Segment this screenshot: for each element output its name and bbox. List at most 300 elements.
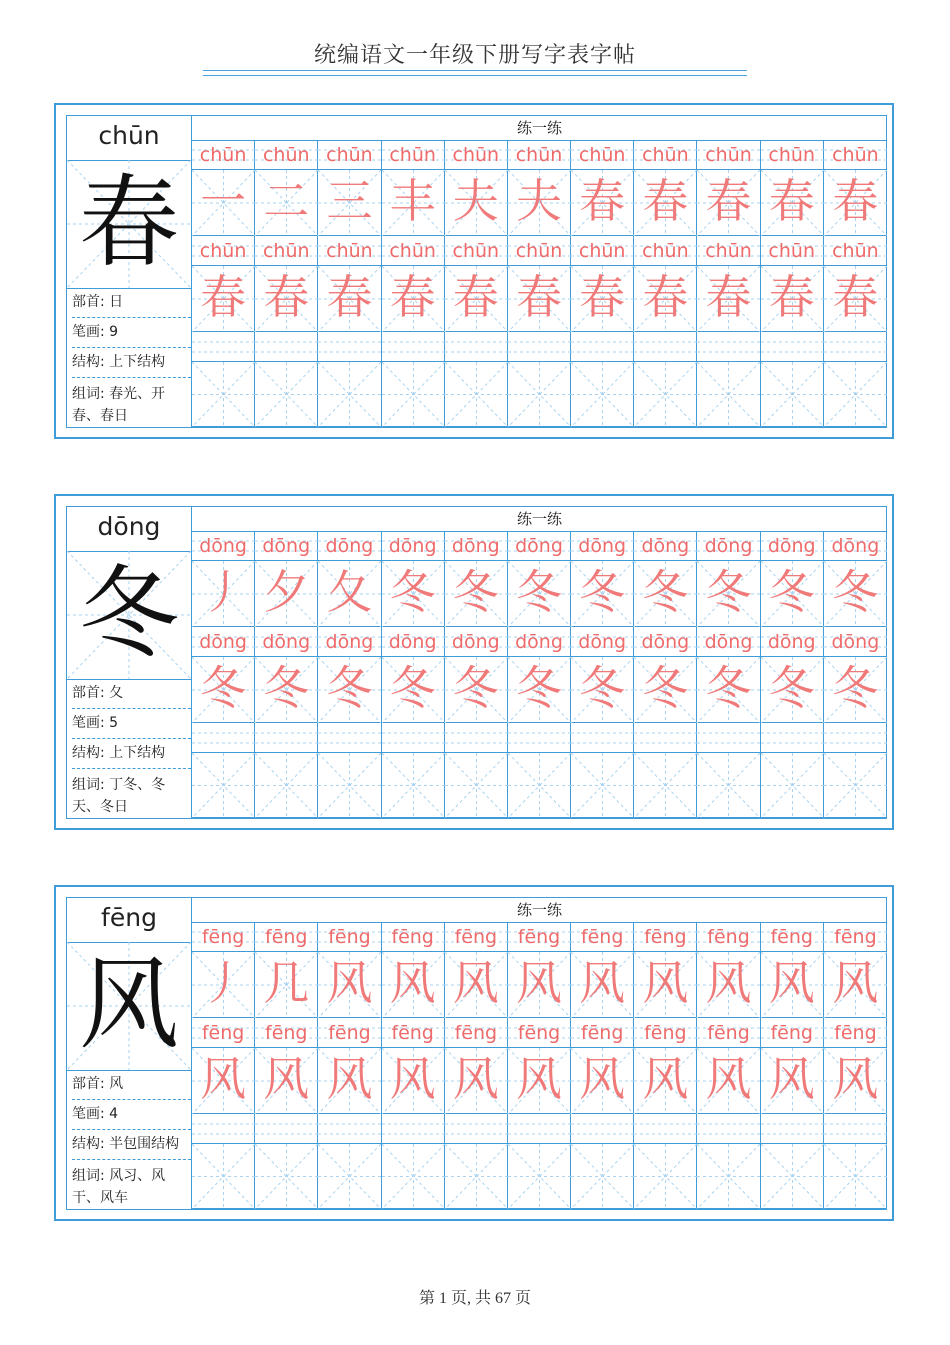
pinyin-cell [318, 922, 381, 952]
pinyin-cell [634, 332, 697, 362]
stroke-count-value: 4 [109, 1106, 119, 1122]
trace-pinyin: fēng [644, 1022, 687, 1044]
pinyin-cell [571, 1114, 634, 1144]
trace-character: 冬 [579, 661, 626, 715]
trace-pinyin: fēng [265, 926, 308, 948]
trace-character: 冬 [326, 661, 373, 715]
words-row [72, 1160, 191, 1209]
writing-cell [634, 753, 697, 818]
pinyin-cell [761, 1018, 824, 1048]
trace-character: 风 [200, 1052, 247, 1106]
trace-pinyin: fēng [201, 1022, 245, 1044]
radical-label: 部首: [72, 685, 105, 701]
trace-character: 夫 [515, 174, 562, 228]
trace-pinyin: chūn [389, 240, 436, 262]
pinyin-cell [824, 627, 887, 657]
structure-value: 半包围结构 [109, 1136, 180, 1152]
pinyin-cell [634, 1114, 697, 1144]
guide-lines [318, 362, 381, 427]
trace-character: 冬 [768, 565, 815, 619]
trace-character: 春 [705, 174, 752, 228]
words-row [72, 378, 191, 427]
trace-character: 冬 [832, 565, 879, 619]
pinyin-cell [382, 922, 445, 952]
trace-character: 冬 [642, 661, 689, 715]
pinyin-cell [318, 723, 381, 753]
pinyin-lines [382, 332, 445, 362]
writing-cell [382, 170, 445, 236]
writing-cell [318, 362, 381, 427]
trace-character: 春 [768, 270, 815, 324]
pinyin-cell [508, 332, 571, 362]
pinyin-cell [382, 1114, 445, 1144]
pinyin-lines [761, 332, 824, 362]
writing-cell [382, 362, 445, 427]
trace-character: 春 [200, 270, 247, 324]
writing-cell [318, 657, 381, 723]
pinyin-lines [824, 1114, 887, 1144]
pinyin-cell [318, 140, 381, 170]
writing-cell [824, 1048, 887, 1114]
trace-character: 春 [515, 270, 562, 324]
trace-pinyin: chūn [199, 144, 247, 166]
trace-pinyin: fēng [391, 1022, 434, 1044]
trace-character: 风 [579, 1052, 626, 1106]
pinyin-lines [445, 723, 508, 753]
trace-pinyin: chūn [705, 240, 752, 262]
radical-row [72, 679, 191, 709]
pinyin-cell [318, 236, 381, 266]
pinyin-cell [571, 140, 634, 170]
trace-pinyin: fēng [580, 926, 624, 948]
character-details [67, 288, 191, 427]
trace-pinyin: fēng [201, 926, 245, 948]
pinyin-cell [571, 236, 634, 266]
writing-cell [192, 266, 255, 332]
trace-character: 风 [452, 956, 499, 1010]
pinyin-lines [571, 1114, 634, 1144]
pinyin-lines [192, 723, 255, 753]
writing-cell [318, 753, 381, 818]
trace-pinyin: chūn [705, 144, 752, 166]
trace-pinyin: fēng [770, 1022, 813, 1044]
pinyin-cell [824, 922, 887, 952]
pinyin-lines [697, 723, 760, 753]
writing-cell [192, 952, 255, 1018]
writing-cell [824, 952, 887, 1018]
pinyin-cell [255, 922, 318, 952]
writing-cell [697, 362, 760, 427]
words-value: 春光、开春、春日 [72, 386, 166, 424]
pinyin-lines [382, 723, 445, 753]
document-title: 统编语文一年级下册写字表字帖 [313, 43, 636, 68]
trace-character: 春 [768, 174, 815, 228]
pinyin-lines [192, 1114, 255, 1144]
writing-cell [382, 657, 445, 723]
pinyin-cell [192, 140, 255, 170]
pinyin-cell [255, 1018, 318, 1048]
words-value: 风习、风干、风车 [72, 1168, 166, 1206]
trace-character: 春 [642, 270, 689, 324]
guide-lines [445, 1144, 508, 1209]
pinyin-cell [761, 236, 824, 266]
guide-lines [697, 753, 760, 818]
pinyin-cell [382, 723, 445, 753]
writing-cell [255, 1048, 318, 1114]
pinyin-cell [571, 723, 634, 753]
writing-cell [761, 170, 824, 236]
pinyin-cell [571, 1018, 634, 1048]
trace-pinyin: dōng [388, 631, 437, 653]
writing-cell [571, 657, 634, 723]
title-rule-top [203, 70, 747, 71]
trace-pinyin: fēng [834, 926, 877, 948]
pinyin-lines [634, 332, 697, 362]
pinyin-cell [318, 1018, 381, 1048]
character-info-panel [67, 898, 192, 1209]
pinyin-cell [192, 1018, 255, 1048]
character-display-box [67, 160, 191, 289]
trace-pinyin: dōng [262, 535, 311, 557]
pinyin-cell [192, 627, 255, 657]
pinyin-lines [382, 1114, 445, 1144]
pinyin-cell [445, 723, 508, 753]
writing-cell [508, 362, 571, 427]
guide-lines [508, 753, 571, 818]
trace-pinyin: dōng [704, 631, 753, 653]
structure-row [72, 348, 191, 378]
trace-character: 春 [452, 270, 499, 324]
pinyin-cell [508, 140, 571, 170]
guide-lines [571, 753, 634, 818]
writing-cell [255, 753, 318, 818]
guide-lines [318, 753, 381, 818]
pinyin-cell [761, 922, 824, 952]
trace-pinyin: fēng [517, 926, 561, 948]
writing-cell [508, 753, 571, 818]
pinyin-lines [318, 723, 381, 753]
trace-pinyin: chūn [452, 240, 500, 262]
trace-pinyin: chūn [642, 144, 689, 166]
stroke-count-row [72, 318, 191, 348]
writing-cell [761, 952, 824, 1018]
writing-cell [761, 753, 824, 818]
trace-character: 冬 [705, 661, 752, 715]
pinyin-cell [761, 723, 824, 753]
trace-character: 风 [263, 1052, 310, 1106]
pinyin-cell [255, 1114, 318, 1144]
writing-cell [255, 362, 318, 427]
trace-pinyin: chūn [515, 240, 563, 262]
trace-pinyin: chūn [452, 144, 500, 166]
pinyin-cell [571, 531, 634, 561]
guide-lines [192, 753, 255, 818]
pinyin-cell [571, 627, 634, 657]
character-info-panel [67, 116, 192, 427]
trace-pinyin: dōng [199, 535, 247, 557]
trace-pinyin: dōng [325, 535, 374, 557]
pinyin-lines [697, 332, 760, 362]
writing-cell [508, 1144, 571, 1209]
trace-pinyin: chūn [326, 240, 373, 262]
card-inner [66, 897, 887, 1210]
pinyin-cell [255, 531, 318, 561]
writing-cell [508, 1048, 571, 1114]
trace-pinyin: dōng [578, 535, 627, 557]
writing-cell [508, 952, 571, 1018]
guide-lines [824, 753, 887, 818]
writing-cell [445, 170, 508, 236]
writing-cell [697, 561, 760, 627]
trace-pinyin: dōng [767, 535, 816, 557]
radical-row [72, 288, 191, 318]
guide-lines [761, 1144, 824, 1209]
pinyin-cell [697, 332, 760, 362]
radical-label: 部首: [72, 294, 105, 310]
pinyin-lines [634, 723, 697, 753]
pinyin-cell [697, 627, 760, 657]
writing-cell [445, 561, 508, 627]
trace-character: 风 [579, 956, 626, 1010]
writing-cell [761, 362, 824, 427]
structure-label: 结构: [72, 354, 105, 370]
trace-character: 春 [326, 270, 373, 324]
pinyin-cell [508, 723, 571, 753]
trace-character: 风 [389, 956, 436, 1010]
writing-cell [382, 1144, 445, 1209]
page-footer: 第 1 页, 共 67 页 [418, 1290, 531, 1307]
trace-pinyin: fēng [328, 926, 371, 948]
pinyin-cell [634, 922, 697, 952]
pinyin-cell [634, 627, 697, 657]
writing-cell [697, 1144, 760, 1209]
trace-character: 夕 [263, 565, 310, 619]
pinyin-cell [445, 531, 508, 561]
pinyin-cell [824, 1018, 887, 1048]
writing-cell [697, 753, 760, 818]
trace-character: 二 [263, 174, 310, 228]
practice-panel [192, 898, 887, 1209]
trace-pinyin: dōng [199, 631, 247, 653]
structure-label: 结构: [72, 745, 105, 761]
trace-character: 风 [326, 956, 373, 1010]
trace-pinyin: dōng [704, 535, 753, 557]
practice-panel [192, 116, 887, 427]
trace-character: 春 [389, 270, 436, 324]
pinyin-cell [255, 140, 318, 170]
trace-pinyin: dōng [388, 535, 437, 557]
trace-character: 春 [642, 174, 689, 228]
writing-cell [382, 266, 445, 332]
pinyin-cell [255, 332, 318, 362]
guide-lines [634, 362, 697, 427]
writing-cell [824, 657, 887, 723]
pinyin-cell [571, 922, 634, 952]
trace-pinyin: chūn [199, 240, 247, 262]
writing-cell [255, 952, 318, 1018]
guide-lines [255, 753, 318, 818]
character-info-panel [67, 507, 192, 818]
pinyin-cell [824, 723, 887, 753]
pinyin-cell [634, 140, 697, 170]
writing-cell [761, 1048, 824, 1114]
writing-cell [634, 1048, 697, 1114]
pinyin-lines [761, 1114, 824, 1144]
character-pinyin: dōng [67, 507, 191, 552]
trace-character: 三 [326, 174, 373, 228]
pinyin-cell [634, 1018, 697, 1048]
writing-cell [445, 753, 508, 818]
writing-cell [508, 170, 571, 236]
pinyin-cell [697, 1018, 760, 1048]
character-display-box [67, 551, 191, 680]
guide-lines [192, 1144, 255, 1209]
pinyin-cell [382, 332, 445, 362]
pinyin-cell [255, 723, 318, 753]
trace-character: 春 [705, 270, 752, 324]
guide-lines [761, 362, 824, 427]
trace-pinyin: chūn [262, 144, 310, 166]
pinyin-cell [445, 922, 508, 952]
trace-pinyin: fēng [707, 1022, 750, 1044]
trace-character: 冬 [200, 661, 247, 715]
trace-pinyin: dōng [641, 631, 690, 653]
trace-character: 风 [705, 956, 752, 1010]
pinyin-lines [255, 723, 318, 753]
trace-pinyin: chūn [262, 240, 310, 262]
writing-cell [255, 266, 318, 332]
pinyin-cell [508, 236, 571, 266]
guide-lines [382, 753, 445, 818]
stroke-count-label: 笔画: [72, 324, 105, 340]
structure-value: 上下结构 [109, 354, 166, 370]
guide-lines [697, 362, 760, 427]
character-card [54, 494, 894, 830]
trace-pinyin: fēng [454, 1022, 498, 1044]
writing-cell [634, 362, 697, 427]
writing-cell [571, 1048, 634, 1114]
guide-lines [697, 1144, 760, 1209]
pinyin-lines [318, 332, 381, 362]
writing-cell [445, 362, 508, 427]
trace-character: 冬 [452, 565, 499, 619]
writing-cell [697, 657, 760, 723]
trace-character: 春 [832, 174, 879, 228]
trace-pinyin: dōng [451, 631, 500, 653]
trace-pinyin: dōng [325, 631, 374, 653]
trace-pinyin: fēng [517, 1022, 561, 1044]
stroke-count-row [72, 709, 191, 739]
pinyin-cell [445, 332, 508, 362]
writing-cell [382, 753, 445, 818]
trace-pinyin: dōng [451, 535, 500, 557]
model-character: 风 [79, 946, 179, 1063]
trace-character: 风 [389, 1052, 436, 1106]
character-pinyin: fēng [67, 898, 191, 943]
trace-character: 春 [832, 270, 879, 324]
writing-cell [634, 952, 697, 1018]
writing-cell [255, 170, 318, 236]
pinyin-cell [508, 1018, 571, 1048]
writing-cell [445, 952, 508, 1018]
pinyin-cell [318, 627, 381, 657]
trace-character: 春 [579, 174, 626, 228]
trace-pinyin: fēng [454, 926, 498, 948]
writing-cell [571, 170, 634, 236]
character-details [67, 679, 191, 818]
guide-lines [255, 1144, 318, 1209]
pinyin-cell [697, 922, 760, 952]
character-details [67, 1070, 191, 1209]
writing-cell [571, 952, 634, 1018]
character-card [54, 885, 894, 1221]
writing-cell [382, 952, 445, 1018]
writing-cell [508, 657, 571, 723]
pinyin-cell [445, 1114, 508, 1144]
pinyin-cell [761, 627, 824, 657]
pinyin-cell [697, 1114, 760, 1144]
trace-pinyin: chūn [832, 144, 879, 166]
trace-character: 丿 [200, 956, 247, 1010]
radical-label: 部首: [72, 1076, 105, 1092]
pinyin-cell [761, 531, 824, 561]
writing-cell [255, 657, 318, 723]
trace-pinyin: chūn [389, 144, 436, 166]
guide-lines [571, 362, 634, 427]
pinyin-lines [508, 1114, 571, 1144]
writing-cell [697, 170, 760, 236]
words-label: 组词: [72, 386, 105, 402]
guide-lines [445, 753, 508, 818]
pinyin-cell [192, 531, 255, 561]
writing-cell [192, 753, 255, 818]
trace-character: 风 [768, 1052, 815, 1106]
writing-cell [318, 1048, 381, 1114]
pinyin-cell [824, 332, 887, 362]
structure-label: 结构: [72, 1136, 105, 1152]
pinyin-cell [508, 1114, 571, 1144]
trace-character: 丰 [389, 174, 436, 228]
writing-cell [634, 657, 697, 723]
guide-lines [634, 1144, 697, 1209]
trace-character: 夂 [326, 565, 373, 619]
trace-character: 丿 [200, 565, 247, 619]
card-inner [66, 506, 887, 819]
pinyin-cell [824, 140, 887, 170]
pinyin-cell [192, 332, 255, 362]
trace-pinyin: fēng [644, 926, 687, 948]
writing-cell [634, 170, 697, 236]
pinyin-cell [761, 332, 824, 362]
writing-cell [824, 362, 887, 427]
trace-character: 风 [642, 1052, 689, 1106]
words-label: 组词: [72, 777, 105, 793]
trace-pinyin: fēng [770, 926, 813, 948]
trace-character: 冬 [389, 661, 436, 715]
trace-pinyin: chūn [768, 144, 815, 166]
writing-cell [318, 266, 381, 332]
writing-cell [634, 266, 697, 332]
pinyin-cell [445, 140, 508, 170]
stroke-count-label: 笔画: [72, 1106, 105, 1122]
pinyin-cell [508, 922, 571, 952]
trace-character: 风 [515, 956, 562, 1010]
trace-pinyin: chūn [642, 240, 689, 262]
writing-cell [571, 362, 634, 427]
writing-cell [192, 1144, 255, 1209]
pinyin-cell [445, 627, 508, 657]
trace-character: 冬 [579, 565, 626, 619]
